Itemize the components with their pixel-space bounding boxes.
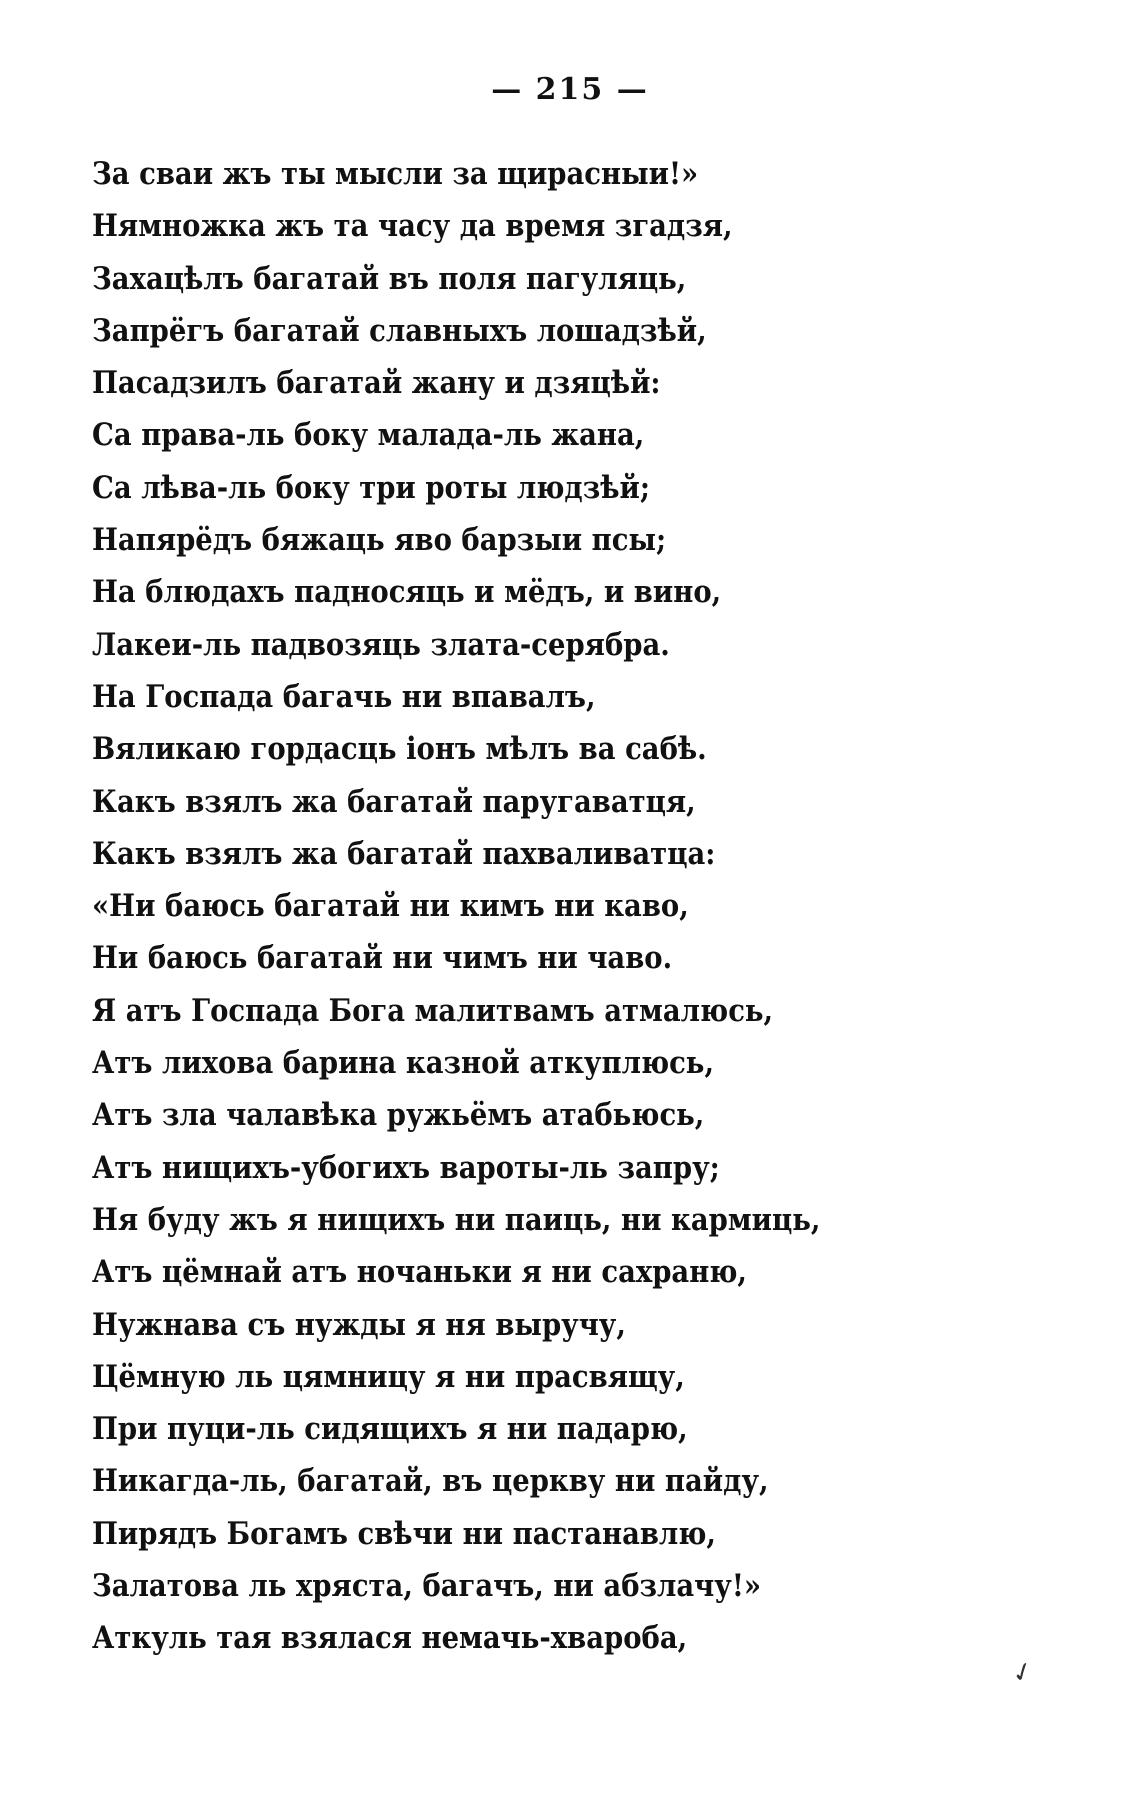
poem-line: Запрёгъ багатай славныхъ лошадзѣй, xyxy=(92,312,707,349)
poem-line: Залатова ль хряста, багачъ, ни абзлачу!» xyxy=(92,1568,762,1605)
poem-line: При пуци-ль сидящихъ я ни падарю, xyxy=(92,1411,688,1448)
poem-line: Нямножка жъ та часу да время згадзя, xyxy=(92,208,733,245)
poem-line: Атъ зла чалавѣка ружьёмъ атабьюсь, xyxy=(92,1097,705,1134)
poem-line: За сваи жъ ты мысли за щирасныи!» xyxy=(92,156,699,192)
poem-line: Какъ взялъ жа багатай пахваливатца: xyxy=(92,835,716,872)
poem-line: Са лѣва-ль боку три роты людзѣй; xyxy=(92,469,651,506)
poem-text xyxy=(92,148,1092,1665)
poem-line: На Госпада багачь ни впавалъ, xyxy=(92,678,596,715)
poem-line: Вяликаю гордасць іонъ мѣлъ ва сабѣ. xyxy=(92,731,707,768)
poem-line: Аткуль тая взялася немачь-хвароба, xyxy=(92,1620,688,1657)
page-number: — 215 — xyxy=(491,72,649,107)
poem-line: Пирядъ Богамъ свѣчи ни пастанавлю, xyxy=(92,1515,716,1552)
poem-line: Са права-ль боку малада-ль жана, xyxy=(92,417,645,454)
poem-line: Какъ взялъ жа багатай паругаватця, xyxy=(92,783,696,820)
poem-line: Атъ нищихъ-убогихъ вароты-ль запру; xyxy=(92,1149,720,1186)
poem-line: Никагда-ль, багатай, въ церкву ни пайду, xyxy=(92,1463,769,1500)
poem-line: Захацѣлъ багатай въ поля пагуляць, xyxy=(92,260,687,297)
poem-line: Цёмную ль цямницу я ни прасвящу, xyxy=(92,1358,685,1395)
stray-ink-mark: ✓ xyxy=(1007,1655,1039,1691)
poem-line: Напярёдъ бяжаць яво барзыи псы; xyxy=(92,522,667,559)
poem-line: Ня буду жъ я нищихъ ни паиць, ни кармиць, xyxy=(92,1201,821,1238)
poem-line: Ни баюсь багатай ни чимъ ни чаво. xyxy=(92,940,673,977)
poem-line: Атъ цёмнай атъ ночаньки я ни сахраню, xyxy=(92,1254,748,1291)
poem-line: На блюдахъ падносяць и мёдъ, и вино, xyxy=(92,574,722,611)
poem-line: «Ни баюсь багатай ни кимъ ни каво, xyxy=(92,888,689,925)
poem-line: Лакеи-ль падвозяць злата-серябра. xyxy=(92,626,670,663)
poem-line: Пасадзилъ багатай жану и дзяцѣй: xyxy=(92,365,661,402)
poem-line: Я атъ Госпада Бога малитвамъ атмалюсь, xyxy=(92,992,774,1029)
poem-line: Нужнава съ нужды я ня выручу, xyxy=(92,1306,626,1343)
poem-line: Атъ лихова барина казной аткуплюсь, xyxy=(92,1045,714,1082)
